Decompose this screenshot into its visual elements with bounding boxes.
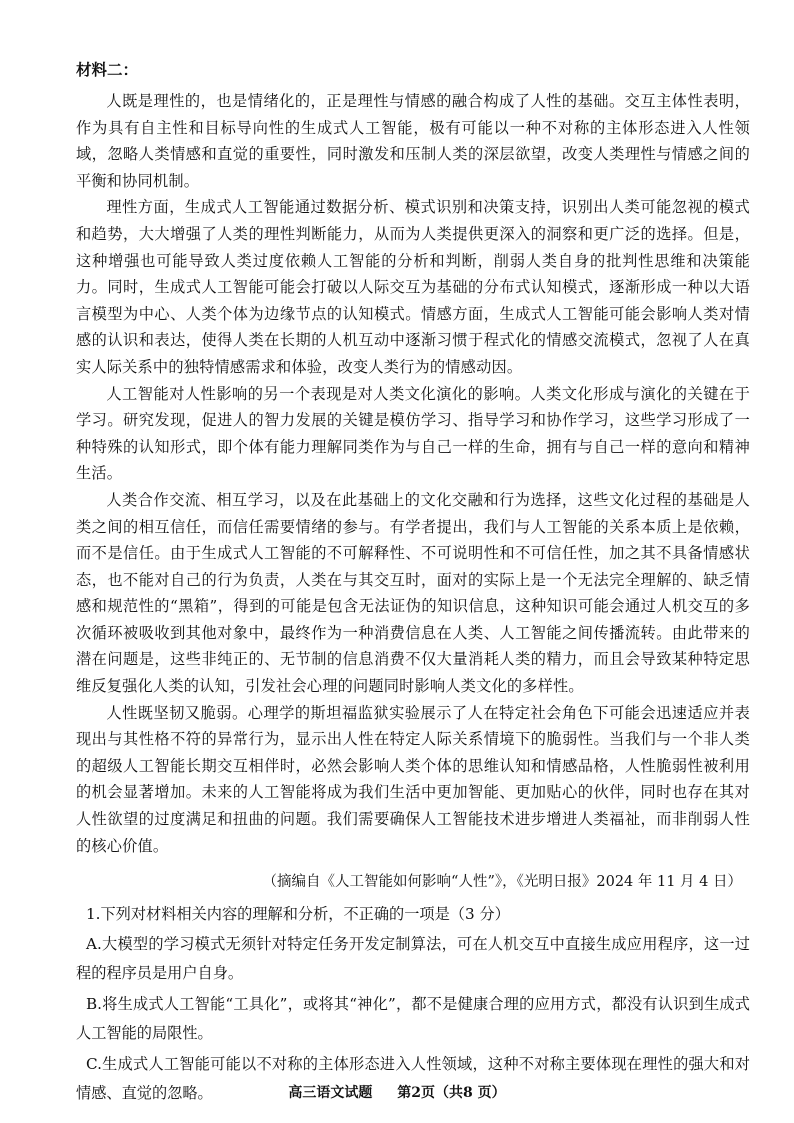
paragraph-4: 人类合作交流、相互学习，以及在此基础上的文化交融和行为选择，这些文化过程的基础是人类之间的相互信任，而信任需要情绪的参与。有学者提出，我们与人工智能的关系本质上是依赖，而不是信任。由于生成式人工智能的不可解释性、不可说明性和不可信任性，加之其不具备情感状态，也不能对自己的行为负责，人类在与其交互时，面对的实际上是一个无法完全理解的、缺乏情感和规范性的“黑箱”，得到的可能是包含无法证伪的知识信息，这种知识可能会通过人机交互的多次循环被吸收到其他对象中，最终作为一种消费信息在人类、人工智能之间传播流转。由此带来的潜在问题是，这些非纯正的、无节制的信息消费不仅大量消耗人类的精力，而且会导致某种特定思维反复强化人类的认知，引发社会心理的问题同时影响人类文化的多样性。 (76, 490, 750, 696)
paragraph-2: 理性方面，生成式人工智能通过数据分析、模式识别和决策支持，识别出人类可能忽视的模式和趋势，大大增强了人类的理性判断能力，从而为人类提供更深入的洞察和更广泛的选择。但是，这种增强也可能导致人类过度依赖人工智能的分析和判断，削弱人类自身的批判性思维和决策能力。同时，生成式人工智能可能会打破以人际交互为基础的分布式认知模式，逐渐形成一种以大语言模型为中心、人类个体为边缘节点的认知模式。情感方面，生成式人工智能可能会影响人类对情感的认识和表达，使得人类在长期的人机互动中逐渐习惯于程式化的情感交流模式，忽视了人在真实人际关系中的独特情感需求和体验，改变人类行为的情感动因。 (76, 198, 750, 376)
source-citation: （摘编自《人工智能如何影响“人性”》，《光明日报》2024 年 11 月 4 日） (262, 874, 742, 891)
footer-page-number: 第2页（共8 页） (397, 1085, 506, 1101)
option-b: B.将生成式人工智能“工具化”，或将其“神化”，都不是健康合理的应用方式，都没有认识到生成式人工智能的局限性。 (76, 994, 750, 1042)
footer-subject: 高三语文试题 (288, 1085, 373, 1101)
page-footer (0, 1082, 794, 1102)
section-title: 材料二： (76, 60, 139, 79)
option-a: A.大模型的学习模式无须针对特定任务开发定制算法，可在人机交互中直接生成应用程序，这一过程的程序员是用户自身。 (76, 934, 750, 982)
option-c: C.生成式人工智能可能以不对称的主体形态进入人性领域，这种不对称主要体现在理性的强大和对情感、直觉的忽略。 (76, 1054, 750, 1102)
question-1: 1.下列对材料相关内容的理解和分析，不正确的一项是（3 分） (86, 905, 510, 924)
paragraph-3: 人工智能对人性影响的另一个表现是对人类文化演化的影响。人类文化形成与演化的关键在于学习。研究发现，促进人的智力发展的关键是模仿学习、指导学习和协作学习，这些学习形成了一种特殊的认知形式，即个体有能力理解同类作为与自己一样的生命，拥有与自己一样的意向和精神生活。 (76, 384, 750, 483)
paragraph-5: 人性既坚韧又脆弱。心理学的斯坦福监狱实验展示了人在特定社会角色下可能会迅速适应并表现出与其性格不符的异常行为，显示出人性在特定人际关系情境下的脆弱性。当我们与一个非人类的超级人工智能长期交互相伴时，必然会影响人类个体的思维认知和情感品格，人性脆弱性被利用的机会显著增加。未来的人工智能将成为我们生活中更加智能、更加贴心的伙伴，同时也存在其对人性欲望的过度满足和扭曲的问题。我们需要确保人工智能技术进步增进人类福祉，而非削弱人性的核心价值。 (76, 703, 750, 855)
paragraph-1: 人既是理性的，也是情绪化的，正是理性与情感的融合构成了人性的基础。交互主体性表明，作为具有自主性和目标导向性的生成式人工智能，极有可能以一种不对称的主体形态进入人性领域，忽略人类情感和直觉的重要性，同时激发和压制人类的深层欲望，改变人类理性与情感之间的平衡和协同机制。 (76, 92, 750, 190)
